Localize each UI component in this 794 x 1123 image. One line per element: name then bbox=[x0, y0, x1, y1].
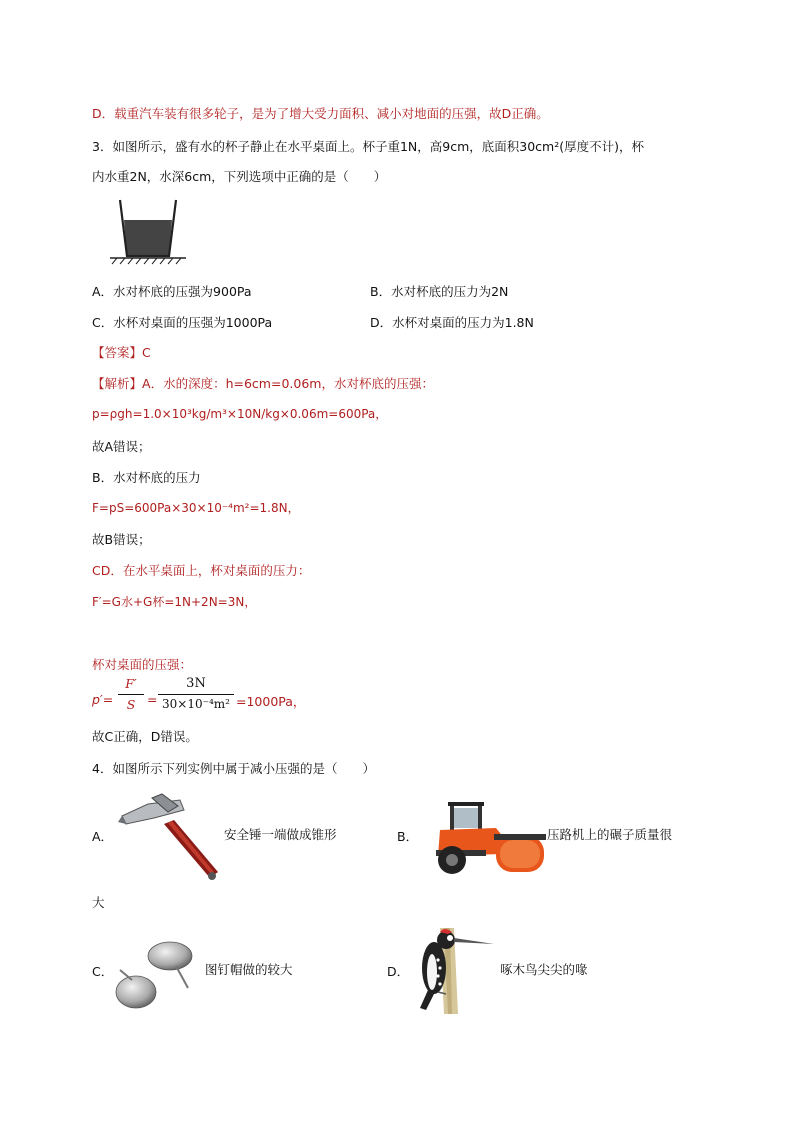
conclusion: 故C正确，D错误。 bbox=[92, 729, 198, 744]
q4-option-d-letter: D． bbox=[387, 964, 410, 979]
q4-option-c-text: 图钉帽做的较大 bbox=[205, 962, 293, 977]
formula-water-force: F=pS=600Pa×30×10⁻⁴m²=1.8N， bbox=[92, 501, 300, 515]
formula-water-pressure: p=ρgh=1.0×10³kg/m³×10N/kg×0.06m=600Pa， bbox=[92, 407, 388, 421]
q4-option-b-text-continued: 大 bbox=[92, 895, 105, 910]
option-c: C．水杯对桌面的压强为1000Pa bbox=[92, 315, 273, 330]
formula4-eq: = bbox=[147, 692, 158, 707]
fraction-2-denominator: 30×10⁻⁴m² bbox=[162, 697, 230, 711]
q4-option-b-text: 压路机上的碾子质量很 bbox=[547, 827, 673, 842]
analysis-a-text: A．水的深度：h=6cm=0.06m，水对杯底的压强： bbox=[142, 376, 434, 391]
fraction-1-numerator: F′ bbox=[125, 676, 137, 691]
formula4-lhs: p′= bbox=[92, 692, 114, 707]
cup-on-table-figure bbox=[108, 194, 188, 268]
b-wrong: 故B错误； bbox=[92, 532, 151, 547]
question-3-line-2: 内水重2N，水深6cm，下列选项中正确的是（ ） bbox=[92, 169, 387, 184]
q4-option-d-text: 啄木鸟尖尖的喙 bbox=[500, 962, 588, 977]
woodpecker-image bbox=[404, 920, 498, 1014]
fraction-1-denominator: S bbox=[126, 697, 136, 712]
q4-option-b-letter: B． bbox=[397, 829, 419, 844]
option-a: A．水对杯底的压强为900Pa bbox=[92, 284, 252, 299]
fraction-2-bar bbox=[158, 694, 234, 695]
formula4-rhs: =1000Pa， bbox=[236, 694, 306, 709]
formula-cup-force: F′=G水+G杯=1N+2N=3N， bbox=[92, 595, 257, 609]
safety-hammer-image bbox=[118, 790, 222, 882]
q4-option-a-letter: A． bbox=[92, 829, 114, 844]
option-b: B．水对杯底的压力为2N bbox=[370, 284, 509, 299]
question-4-line: 4．如图所示下列实例中属于减小压强的是（ ） bbox=[92, 761, 375, 776]
a-wrong: 故A错误； bbox=[92, 439, 151, 454]
answer: 【答案】C bbox=[92, 345, 151, 360]
question-3-line-1: 3．如图所示，盛有水的杯子静止在水平桌面上。杯子重1N，高9cm，底面积30cm²(厚度不计)，杯 bbox=[92, 139, 644, 154]
fraction-2-numerator: 3N bbox=[186, 676, 206, 691]
analysis-a-line bbox=[92, 374, 434, 392]
cd-intro: CD．在水平桌面上，杯对桌面的压力： bbox=[92, 563, 311, 578]
analysis-label: 【解析】 bbox=[92, 376, 143, 391]
fraction-force-over-area bbox=[116, 676, 146, 716]
thumbtack-image bbox=[112, 936, 206, 1014]
fraction-values bbox=[156, 676, 236, 716]
q4-option-a-text: 安全锤一端做成锥形 bbox=[224, 827, 337, 842]
option-d: D．水杯对桌面的压力为1.8N bbox=[370, 315, 534, 330]
road-roller-image bbox=[430, 798, 548, 876]
previous-option-d: D．载重汽车装有很多轮子，是为了增大受力面积、减小对地面的压强，故D正确。 bbox=[92, 106, 549, 121]
q4-option-c-letter: C． bbox=[92, 964, 114, 979]
pressure-intro: 杯对桌面的压强： bbox=[92, 657, 193, 672]
fraction-1-bar bbox=[118, 694, 144, 695]
b-intro: B．水对杯底的压力 bbox=[92, 470, 201, 485]
